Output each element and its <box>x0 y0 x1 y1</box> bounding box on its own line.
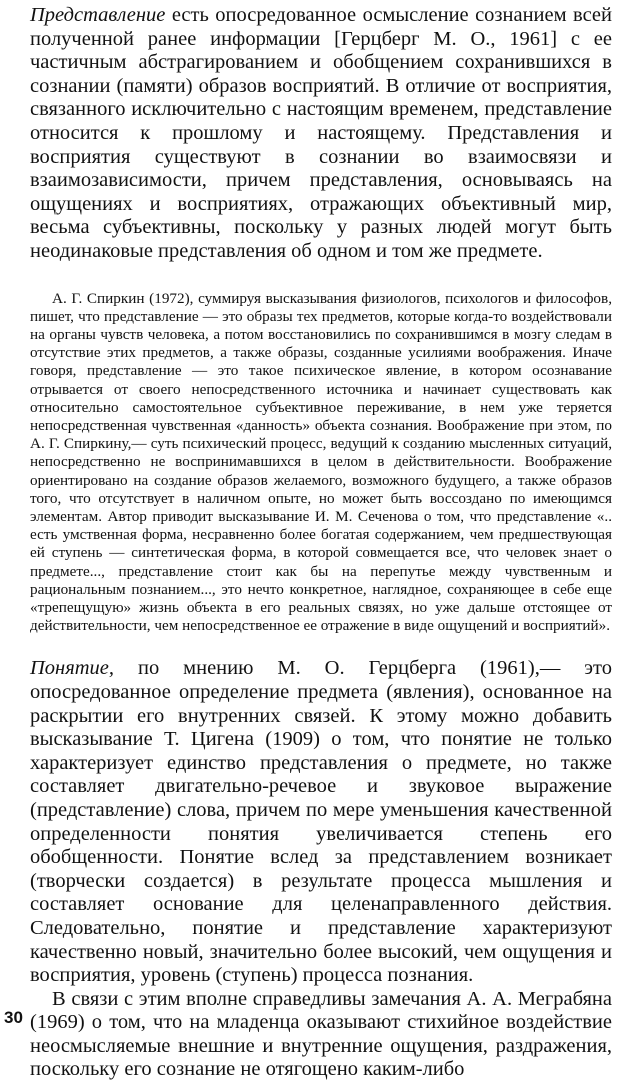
paragraph-representation <box>30 4 612 264</box>
paragraph-representation-text: есть опосредованное осмысление сознанием всей полученной ранее информации [Герцберг М. О., 1961] с ее частичным абстрагированием и обобщением сохранившихся в сознании (памяти) образов восприятий. В отличие от восприятия, связанного исключительно с настоящим временем, представление относится к прошлому и настоящему. Представления и восприятия существуют в сознании во взаимосвязи и взаимозависимости, причем представления, основываясь на ощущениях и восприятиях, отражающих объективный мир, весьма субъективны, поскольку у разных людей могут быть неодинаковые представления об одном и том же предмете. <box>30 4 612 262</box>
term-concept: Понятие, <box>30 657 115 680</box>
term-representation: Представление <box>30 4 166 26</box>
paragraph-concept <box>30 657 612 987</box>
page-number: 30 <box>4 1008 23 1027</box>
paragraph-concept-text: по мнению М. О. Герцберга (1961),— это опосредованное определение предмета (явления), основанное на раскрытии его внутренних связей. К этому можно добавить высказывание Т. Цигена (1909) о том, что понятие не только характеризует единство представления о предмете, но также составляет двигательно-речевое и звуковое выражение (представление) слова, причем по мере уменьшения качественной определенности понятия увеличивается степень его обобщенности. Понятие вслед за представлением возникает (творчески создается) в результате процесса мышления и составляет основание для целенаправленного действия. Следовательно, понятие и представление характеризуют качественно новый, значительно более высокий, чем ощущения и восприятия, уровень (ступень) процесса познания. <box>30 657 612 987</box>
paragraph-megrabyan: В связи с этим вполне справедливы замечания А. А. Меграбяна (1969) о том, что на младенца оказывают стихийное воздействие неосмысляемые внешние и внутренние ощущения, раздражения, поскольку его сознание не отягощено каким-либо <box>30 987 612 1081</box>
paragraph-spirkin-quote: А. Г. Спиркин (1972), суммируя высказывания физиологов, психологов и философов, пишет, что представление — это образы тех предметов, которые когда-то воздействовали на органы чувств человека, а потом восстановились по сохранившимся в мозгу следам в отсутствие этих предметов, а также образы, созданные усилиями воображения. Иначе говоря, представление — это такое психическое явление, в котором осознавание отрывается от своего непосредственного источника и начинает существовать как относительно самостоятельное субъективное переживание, в нем уже теряется непосредственная чувственная «данность» объекта сознания. Воображение при этом, по А. Г. Спиркину,— суть психический процесс, ведущий к созданию мысленных ситуаций, непосредственно не воспринимавшихся в целом в действительности. Воображение ориентировано на создание образов желаемого, возможного будущего, а также образов того, что отсутствует в наличном опыте, но может быть воссоздано по имеющимся элементам. Автор приводит высказывание И. М. Сеченова о том, что представление «.. есть умственная форма, несравненно более богатая содержанием, чем предшествующая ей ступень — синтетическая форма, в которой совмещается все, что человек знает о предмете..., представление стоит как бы на перепутье между чувственным и рациональным познанием..., это нечто конкретное, наглядное, сохраняющее в себе еще «трепещущую» жизнь объекта в его реальных связях, но уже дальше отстоящее от действительности, чем непосредственное ее отражение в виде ощущений и восприятий». <box>30 289 612 635</box>
